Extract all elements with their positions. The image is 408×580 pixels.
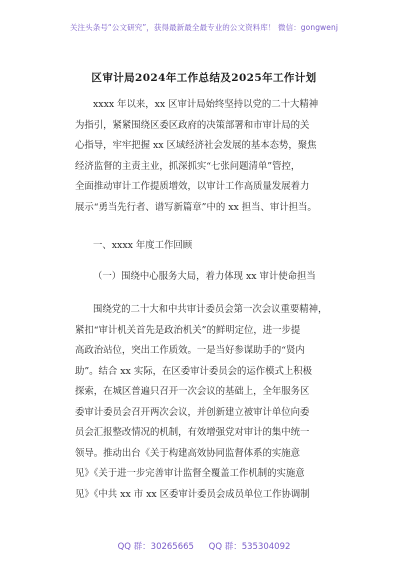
text-line: 员会汇报整改情况的机制，有效增强党对审计的集中统一	[75, 427, 310, 438]
text-line: 围绕党的二十大和中共审计委员会第一次会议重要精神，	[93, 304, 328, 315]
text-line: 助”。结合 xx 实际，在区委审计委员会的运作模式上积极	[75, 365, 312, 377]
text-line: 展示“勇当先行者、谱写新篇章”中的 xx 担当、审计担当。	[75, 201, 317, 213]
text-line: 为指引，紧紧围绕区委区政府的决策部署和市审计局的关	[75, 119, 310, 131]
text-line: 委审计委员会召开两次会议，并创新建立被审计单位向委	[75, 406, 310, 418]
section-paragraph	[75, 300, 350, 505]
subsection-heading: （一）围绕中心服务大局，着力体现 xx 审计使命担当	[93, 271, 316, 282]
text-line: 高政治站位，突出工作质效。一是当好参谋助手的“贤内	[75, 345, 305, 356]
text-line: 心指导，牢牢把握 xx 区域经济社会发展的基本态势，聚焦	[75, 140, 317, 151]
document-title: 区审计局2024年工作总结及2025年工作计划	[91, 72, 317, 84]
text-line: 紧扣“审计机关首先是政治机关”的鲜明定位，进一步提	[75, 324, 301, 336]
text-line: 全面推动审计工作提质增效，以审计工作高质量发展着力	[75, 181, 310, 192]
footer-contacts	[0, 540, 408, 552]
text-line: 经济监督的主责主业，抓深抓实“七张问题清单”管控，	[75, 160, 301, 172]
qq-group-2: QQ 群：535304092	[208, 542, 291, 552]
intro-paragraph	[75, 95, 350, 218]
qq-group-1: QQ 群：30265665	[117, 542, 194, 552]
text-line: 探索，在城区普遍只召开一次会议的基础上，全年服务区	[75, 386, 310, 397]
text-line: 见》《关于进一步完善审计监督全覆盖工作机制的实施意	[75, 468, 305, 479]
header-banner: 关注头条号“公文研究”，获得最新最全最专业的公文资料库！ 微信：gongwenj	[69, 23, 339, 32]
text-line: 见》《中共 xx 市 xx 区委审计委员会成员单位工作协调制	[75, 488, 310, 500]
text-line: xxxx 年以来，xx 区审计局始终坚持以党的二十大精神	[93, 99, 319, 110]
text-line: 领导。推动出台《关于构建高效协同监督体系的实施意	[75, 447, 301, 459]
section-heading: 一、xxxx 年度工作回顾	[93, 240, 193, 251]
